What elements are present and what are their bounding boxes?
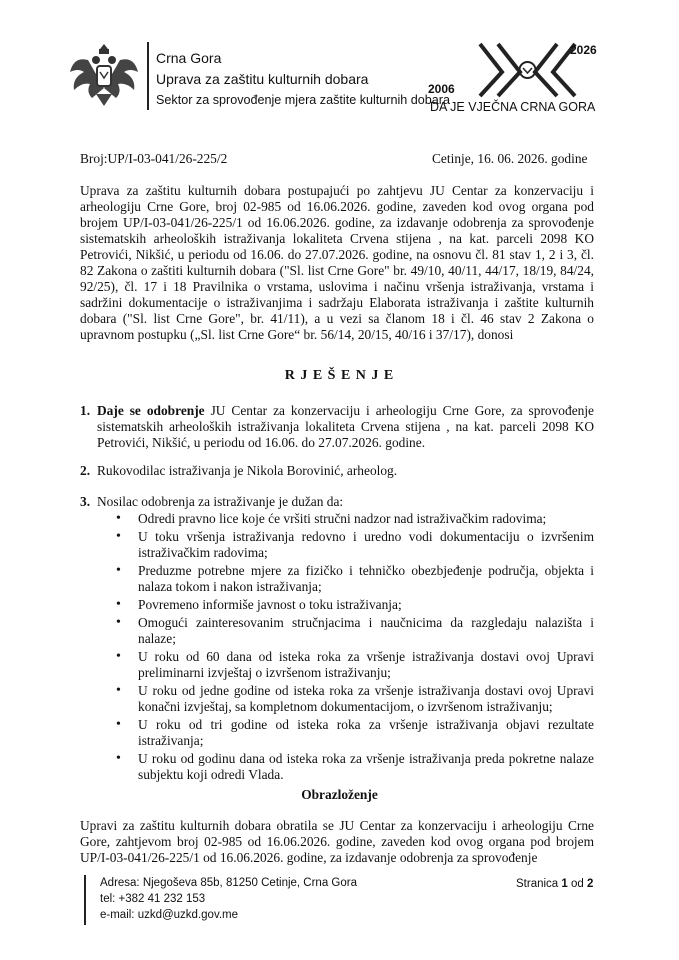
coat-of-arms-emblem bbox=[66, 38, 142, 114]
list-item: • Odredi pravno lice koje će vršiti stručni nadzor nad istraživačkim radovima; bbox=[116, 511, 594, 527]
list-item: • Povremeno informiše javnost o toku istraživanja; bbox=[116, 597, 594, 613]
list-item: • U roku od godinu dana od isteka roka za vršenje istraživanja preda pokretne nalaze subjektu koji odredi Vlada. bbox=[116, 751, 594, 783]
jubilee-logo bbox=[428, 38, 615, 116]
decision-item-3-number: 3. bbox=[80, 494, 91, 509]
reasoning-title: Obrazloženje bbox=[301, 787, 378, 802]
decision-item-1-text: JU Centar za konzervaciju i arheologiju Crne Gore, za sprovođenje sistematskih arheoloških istraživanja lokaliteta Crvena stijena , na kat. parceli 2098 KO Petrovići, Nikšić, u periodu od 16.06. do 27.07.2026. godine. bbox=[97, 403, 594, 450]
page-indicator bbox=[516, 878, 593, 890]
header-divider bbox=[147, 42, 149, 110]
list-item: • U roku od tri godine od isteka roka za vršenje istraživanja objavi rezultate istraživanja; bbox=[116, 717, 594, 749]
decision-item-2: Rukovodilac istraživanja je Nikola Borovinić, arheolog. bbox=[97, 463, 398, 478]
page-of: od bbox=[567, 878, 587, 890]
place-date: Cetinje, 16. 06. 2026. godine bbox=[432, 151, 588, 166]
decision-title: R J E Š E N J E bbox=[284, 368, 395, 383]
decision-item-1 bbox=[97, 403, 594, 451]
list-item: • Preduzme potrebne mjere za fizičko i tehničko obezbjeđenje područja, objekta i nalaza tokom i nakon istraživanja; bbox=[116, 563, 594, 595]
list-item: • U roku od jedne godine od isteka roka za vršenje istraživanja dostavi ovoj Upravi konačni izvještaj, sa kompletnom dokumentacijom, o izvršenom istraživanju; bbox=[116, 683, 594, 715]
page-current: 1 bbox=[561, 878, 568, 890]
list-item: • U toku vršenja istraživanja redovno i uredno vodi dokumentaciju o izvršenim istraživačkim radovima; bbox=[116, 529, 594, 561]
footer-address: Adresa: Njegoševa 85b, 81250 Cetinje, Crna Gora bbox=[100, 877, 357, 889]
page-total: 2 bbox=[586, 878, 594, 890]
document-number: Broj:UP/I-03-041/26-225/2 bbox=[80, 151, 228, 166]
decision-item-3: Nosilac odobrenja za istraživanje je dužan da: bbox=[97, 494, 344, 509]
decision-item-1-number: 1. bbox=[80, 403, 91, 418]
footer-divider bbox=[84, 875, 86, 925]
jubilee-year-start: 2006 bbox=[428, 82, 455, 96]
decision-item-1-bold: Daje se odobrenje bbox=[97, 403, 205, 418]
obligations-list bbox=[116, 511, 594, 785]
intro-paragraph: Uprava za zaštitu kulturnih dobara postupajući po zahtjevu JU Centar za konzervaciju i arheologiju Crne Gore, broj 02-985 od 16.06.2026. godine, zaveden kod ovog organa pod brojem UP/I-03-041/26-225/1 od 16.06.2026. godine, za izdavanje odobrenja za sprovođenje sistematskih arheoloških istraživanja lokaliteta Crvena stijena , na kat. parceli 2098 KO Petrovići, Nikšić, u periodu od 16.06. do 27.07.2026. godine, na osnovu čl. 81 stav 1, 2 i 3, čl. 82 Zakona o zaštiti kulturnih dobara ("Sl. list Crne Gore" br. 49/10, 40/11, 44/17, 18/19, 84/24, 92/25), čl. 17 i 18 Pravilnika o vrstama, uslovima i načinu vršenja istraživanja, vrstama i sadržini dokumentacije o istraživanjima i sadržaju Elaborata istraživanja i zaštite kulturnih dobara ("Sl. list Crne Gore", br. 41/11), a u vezi sa članom 18 i čl. 46 stav 2 Zakona o upravnom postupku („Sl. list Crne Gore“ br. 56/14, 20/15, 40/16 i 37/17), donosi bbox=[80, 183, 594, 342]
page-label: Stranica bbox=[516, 878, 562, 890]
decision-item-2-number: 2. bbox=[80, 463, 91, 478]
list-item: • U roku od 60 dana od isteka roka za vršenje istraživanja dostavi ovoj Upravi preliminarni izvještaj o izvršenom istraživanju; bbox=[116, 649, 594, 681]
list-item: • Omogući zainteresovanim stručnjacima i naučnicima da razgledaju nalazišta i nalaze; bbox=[116, 615, 594, 647]
header-country: Crna Gora bbox=[156, 50, 222, 66]
footer-email: e-mail: uzkd@uzkd.gov.me bbox=[100, 909, 239, 921]
header-sector: Sektor za sprovođenje mjera zaštite kulturnih dobara bbox=[156, 93, 451, 107]
jubilee-year-end: 2026 bbox=[570, 43, 597, 57]
footer-phone: tel: +382 41 232 153 bbox=[100, 893, 206, 905]
header-agency: Uprava za zaštitu kulturnih dobara bbox=[156, 71, 369, 87]
reasoning-paragraph: Upravi za zaštitu kulturnih dobara obratila se JU Centar za konzervaciju i arheologiju Crne Gore, zahtjevom broj 02-985 od 16.06.2026. godine, zaveden kod ovog organa pod brojem UP/I-03-041/26-225/1 od 16.06.2026. godine, za izdavanje odobrenja za sprovođenje bbox=[80, 818, 594, 865]
jubilee-motto: DA JE VJEČNA CRNA GORA bbox=[430, 100, 596, 114]
